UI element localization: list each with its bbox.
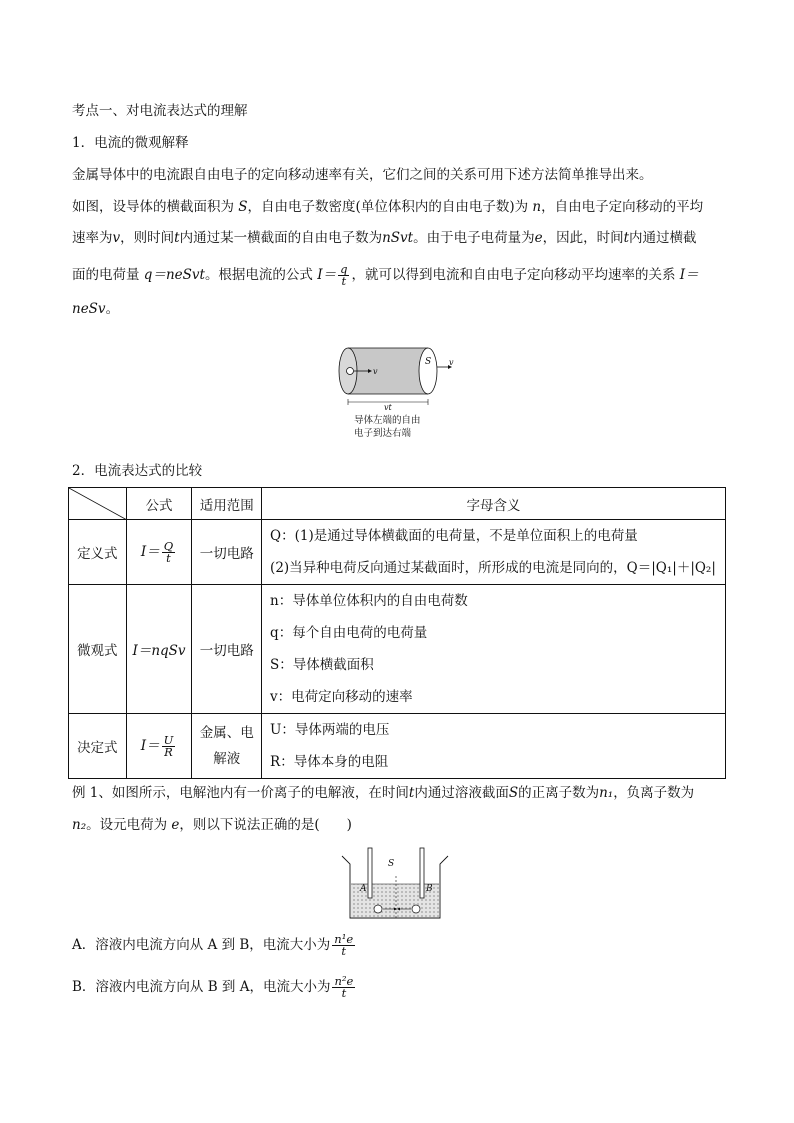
paragraph-2-line-3: 面的电荷量 q＝neSvt。根据电流的公式 I＝ $\frac{q}{t}$ ，就可以得到电流和自由电子定向移动平均速率的关系 I＝ [72, 262, 699, 288]
paragraph-2-line-4: neSv。 [72, 301, 120, 317]
row-meaning [262, 714, 726, 779]
figure1-caption-line2: 电子到达右端 [354, 428, 412, 439]
example-line-1: 例 1、如图所示，电解池内有一价离子的电解液，在时间t内通过溶液截面S的正离子数为n₁，负离子数为 [72, 785, 695, 801]
figure1-label-v-outer: v [449, 358, 454, 367]
figure1-caption-line1: 导体左端的自由 [354, 415, 421, 426]
paragraph-1: 金属导体中的电流跟自由电子的定向移动速率有关，它们之间的关系可用下述方法简单推导出来。 [72, 167, 653, 183]
row-meaning [262, 520, 726, 585]
header-scope: 适用范围 [192, 488, 262, 520]
row-scope: 一切电路 [192, 585, 262, 714]
figure2-label-S: S [388, 859, 395, 869]
table-header-row [69, 488, 726, 520]
scope-line: 金属、电 [199, 725, 254, 741]
row-name: 定义式 [69, 520, 127, 585]
row-name: 决定式 [69, 714, 127, 779]
figure1-label-S: S [425, 357, 432, 367]
row-formula: I＝ $\frac{Q}{t}$ [126, 520, 192, 585]
row-scope: 一切电路 [192, 520, 262, 585]
table-row [69, 714, 726, 779]
fraction-q-over-t: $\frac{q}{t}$ [340, 262, 348, 288]
figure1-label-vt: vt [384, 403, 392, 412]
meaning-line: Q：(1)是通过导体横截面的电荷量，不是单位面积上的电荷量 [270, 528, 638, 544]
electrolytic-cell-figure [340, 846, 460, 922]
option-a: A．溶液内电流方向从 A 到 B，电流大小为 $\frac{\text{n¹e}}{t}$ [72, 932, 354, 958]
comparison-table [68, 487, 726, 779]
meaning-line: n：导体单位体积内的自由电荷数 [270, 593, 468, 609]
example-line-2: n₂。设元电荷为 e，则以下说法正确的是( ) [72, 817, 352, 833]
option-a-fraction: $\frac{\text{n¹e}}{t}$ [334, 932, 354, 958]
figure1-label-v-inner: v [373, 367, 378, 376]
subheading-comparison: 2．电流表达式的比较 [72, 463, 203, 479]
header-formula: 公式 [126, 488, 192, 520]
row-formula: I＝ $\frac{U}{R}$ [126, 714, 192, 779]
section-title: 考点一、对电流表达式的理解 [72, 103, 248, 119]
paragraph-2-line-2: 速率为v，则时间t内通过某一横截面的自由电子数为nSvt。由于电子电荷量为e，因此，时间t内通过横截 [72, 230, 697, 246]
figure2-label-B: B [426, 884, 433, 894]
header-meaning: 字母含义 [262, 488, 726, 520]
row-formula: I＝nqSv [126, 585, 192, 714]
meaning-line: R：导体本身的电阻 [270, 754, 389, 770]
table-row [69, 520, 726, 585]
table-row [69, 585, 726, 714]
option-b-fraction: $\frac{\text{n²e}}{t}$ [334, 974, 354, 1000]
header-diagonal-cell [69, 488, 127, 520]
meaning-line: q：每个自由电荷的电荷量 [270, 625, 428, 641]
meaning-line: (2)当异种电荷反向通过某截面时，所形成的电流是同向的，Q＝|Q₁|＋|Q₂| [270, 560, 716, 576]
meaning-line: U：导体两端的电压 [270, 722, 390, 738]
formula-fraction: $\frac{U}{R}$ [163, 733, 174, 759]
scope-line: 解液 [213, 751, 241, 767]
row-name: 微观式 [69, 585, 127, 714]
row-scope [192, 714, 262, 779]
subheading-microscopic: 1．电流的微观解释 [72, 135, 189, 151]
meaning-line: S：导体横截面积 [270, 657, 374, 673]
option-b: B．溶液内电流方向从 B 到 A，电流大小为 $\frac{\text{n²e}}{t}$ [72, 974, 354, 1000]
meaning-line: v：电荷定向移动的速率 [270, 689, 413, 705]
row-meaning [262, 585, 726, 714]
figure2-label-A: A [360, 884, 367, 894]
formula-fraction: $\frac{Q}{t}$ [163, 539, 174, 565]
paragraph-2-line-1: 如图，设导体的横截面积为 S，自由电子数密度(单位体积内的自由电子数)为 n，自由电子定向移动的平均 [72, 199, 704, 215]
